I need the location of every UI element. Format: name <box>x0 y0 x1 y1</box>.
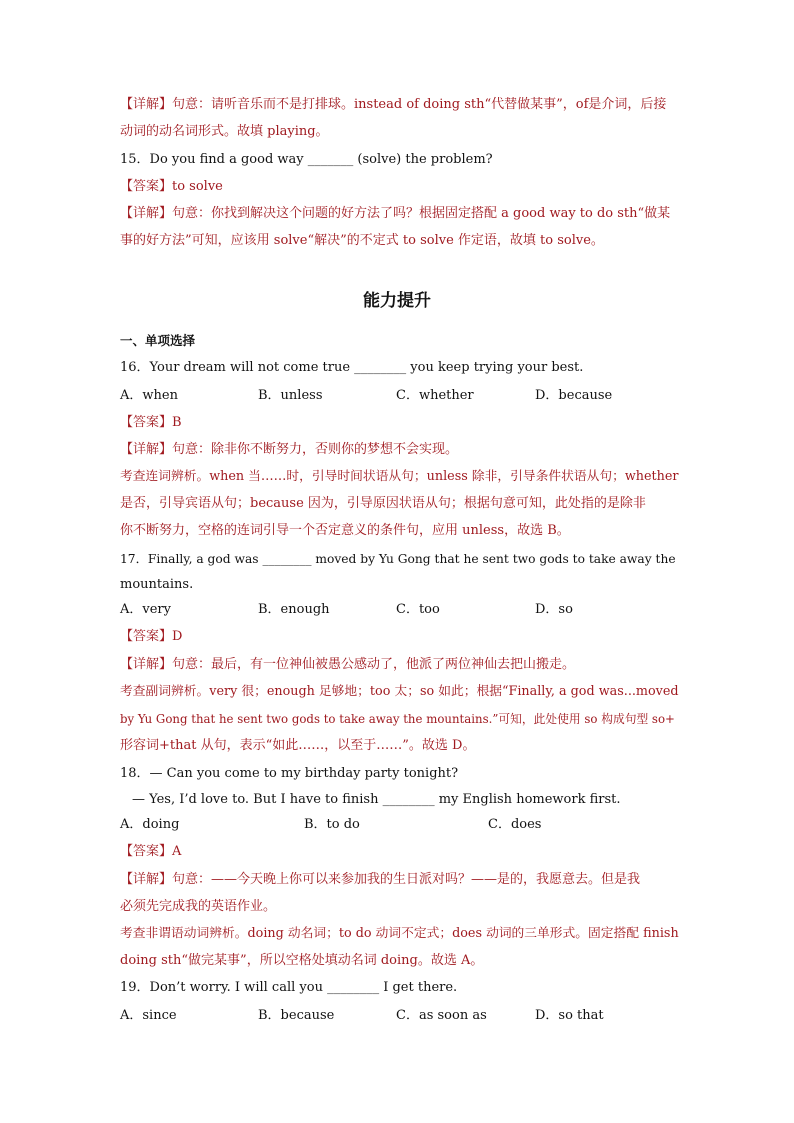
q16-detail-line4: 你不断努力，空格的连词引导一个否定意义的条件句，应用 unless，故选 B。 <box>120 523 570 538</box>
q19-option-b: B．because <box>258 1008 335 1023</box>
q16-detail-line3: 是否，引导宾语从句；because 因为，引导原因状语从句；根据句意可知，此处指的是除非 <box>120 496 646 511</box>
q17-detail-line4: 形容词+that 从句，表示“如此……，以至于……”。故选 D。 <box>120 738 476 753</box>
q17-answer: 【答案】D <box>120 629 183 644</box>
q17-option-a: A．very <box>120 602 171 617</box>
q16-detail-line1: 【详解】句意：除非你不断努力，否则你的梦想不会实现。 <box>120 442 459 457</box>
q14-detail-line1: 【详解】句意：请听音乐而不是打排球。instead of doing sth“代替做某事”，of是介词，后接 <box>120 97 667 112</box>
q16-option-d: D．because <box>535 388 613 403</box>
section-subtitle: 一、单项选择 <box>120 333 196 348</box>
q19-option-c: C．as soon as <box>396 1008 487 1023</box>
q18-stem-line2: — Yes, I’d love to. But I have to finish ________ my English homework first. <box>132 792 621 807</box>
q17-detail-line2: 考查副词辨析。very 很；enough 足够地；too 太；so 如此；根据“Finally, a god was...moved <box>120 684 679 699</box>
q18-detail-line1: 【详解】句意：——今天晚上你可以来参加我的生日派对吗？——是的，我愿意去。但是我 <box>120 872 641 887</box>
q17-option-c: C．too <box>396 602 440 617</box>
q17-stem-line1: 17．Finally, a god was ________ moved by Yu Gong that he sent two gods to take away the <box>120 552 676 566</box>
q17-stem-line2: mountains. <box>120 577 194 592</box>
q14-detail-line2: 动词的动名词形式。故填 playing。 <box>120 124 329 139</box>
q18-option-b: B．to do <box>304 817 360 832</box>
q18-detail-line3: 考查非谓语动词辨析。doing 动名词；to do 动词不定式；does 动词的三单形式。固定搭配 finish <box>120 926 679 941</box>
q19-option-a: A．since <box>120 1008 177 1023</box>
q17-option-d: D．so <box>535 602 573 617</box>
q15-detail-line1: 【详解】句意：你找到解决这个问题的好方法了吗？根据固定搭配 a good way to do sth“做某 <box>120 206 671 221</box>
q15-answer: 【答案】to solve <box>120 179 223 194</box>
q16-option-b: B．unless <box>258 388 323 403</box>
q17-detail-line1: 【详解】句意：最后，有一位神仙被愚公感动了，他派了两位神仙去把山搬走。 <box>120 657 576 672</box>
q19-stem: 19．Don’t worry. I will call you ________ I get there. <box>120 980 458 995</box>
q17-option-b: B．enough <box>258 602 330 617</box>
q16-option-a: A．when <box>120 388 178 403</box>
q15-detail-line2: 事的好方法”可知，应该用 solve“解决”的不定式 to solve 作定语，故填 to solve。 <box>120 233 604 248</box>
q16-option-c: C．whether <box>396 388 474 403</box>
q18-option-a: A．doing <box>120 817 180 832</box>
q15-stem: 15．Do you find a good way _______ (solve) the problem? <box>120 152 493 167</box>
q19-option-d: D．so that <box>535 1008 604 1023</box>
q18-detail-line4: doing sth“做完某事”，所以空格处填动名词 doing。故选 A。 <box>120 953 484 968</box>
q18-answer: 【答案】A <box>120 844 182 859</box>
q16-detail-line2: 考查连词辨析。when 当……时，引导时间状语从句；unless 除非，引导条件状语从句；whether <box>120 469 679 484</box>
section-title: 能力提升 <box>363 291 431 311</box>
q17-detail-line3: by Yu Gong that he sent two gods to take away the mountains.”可知，此处使用 so 构成句型 so+ <box>120 712 675 726</box>
q16-stem: 16．Your dream will not come true ________ you keep trying your best. <box>120 360 584 375</box>
q18-detail-line2: 必须先完成我的英语作业。 <box>120 899 277 914</box>
q18-option-c: C．does <box>488 817 542 832</box>
q18-stem-line1: 18．— Can you come to my birthday party tonight? <box>120 766 459 781</box>
q16-answer: 【答案】B <box>120 415 182 430</box>
